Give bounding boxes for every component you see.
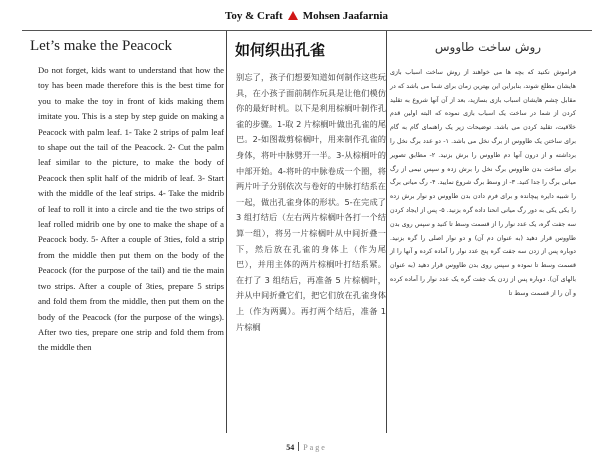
column-divider-right	[386, 31, 387, 433]
page-number: 54	[286, 443, 295, 452]
chinese-column	[229, 32, 386, 335]
page-footer	[0, 442, 613, 452]
column-divider-left	[226, 31, 227, 433]
chinese-body: 别忘了，孩子们想要知道如何制作这些玩具，在小孩子面前制作玩具是让他们模仿你的最好时机。以下是利用棕榈叶制作孔雀的步骤。1-取 2 片棕榈叶做出孔雀的尾巴。2-如图裁剪棕榈叶，用来制作孔雀的身体，将叶中脉劈开一半。3-从棕榈叶的中部开始。4-将叶的中脉卷成一个圈，将两片叶子分别依次与卷好的中脉打结系在一起，做出孔雀身体的形状。5-在完成了 3 组打结后（左右两片棕榈叶各打一个结算一组），将另一片棕榈叶从中间折叠一下，然后放在孔雀的身体上（作为尾巴），并用主体的两片棕榈叶打结系紧。在打了 3 组结后，再准备 5 片棕榈叶，并从中间折叠它们，把它们放在孔雀身体上（作为两翼）。再打两个结后，准备 1 片棕榈	[236, 72, 386, 332]
english-title: Let’s make the Peacock	[30, 38, 173, 54]
english-column	[24, 32, 224, 356]
red-triangle-icon	[288, 11, 298, 20]
persian-column	[388, 32, 588, 301]
persian-title: روش ساخت طاووس	[434, 40, 542, 54]
persian-body: فراموش نکنید که بچه ها می خواهند از روش ساخت اسباب بازی هایشان مطلع شوند، بنابراین این بهترین زمان برای شما می باشد که در مقابل چشم هایشان اسباب بازی بسازید، بعد از آن آنها شروع به تقلید کردن از شما در ساخت یک اسباب بازی نموده که البته اولین قدم خلاقیت، تقلید کردن می باشد. توضیحات زیر یک راهنمای گام به گام برای ساختن یک طاووس از برگ نخل می باشد. ۱- دو عدد برگ نخل را برداشته و از درون آنها دم طاووس را برش بزنید. ۲- مطابق تصویر برای ساخت بدن طاووس برگ نخل را برش زده و سپس نیمی از رگ میانی برگ را جدا کنید. ۳- از وسط برگ شروع نمایید. ۴- رگ میانی برگ را شبیه دایره پیچانده و برای فرم دادن بدن طاووس دو نوار برش زده را یکی یکی به دور رگ میانی انحنا داده گره بزنید. ۵- پس از ایجاد کردن سه جفت گره، یک عدد نوار را از قسمت وسط تا کنید و سپس روی بدن طاووس قرار دهید (به عنوان دم آن) و دو نوار اصلی را گره بزنید. دوباره پس از زدن سه جفت گره پنج عدد نوار را آماده کرده و آنها را از قسمت وسط تا نموده و سپس روی بدن طاووس قرار دهید (به عنوان بالهای آن). دوباره پس از زدن یک جفت گره یک عدد نوار را آماده کرده و آن را از قسمت وسط تا	[390, 69, 577, 297]
english-body: Do not forget, kids want to understand that how the toy has been made therefore this is the best time for you to make the toy in front of kids making them imitate you. This is a step by step guide on making a Peacock with palm leaf. 1- Take 2 strips of palm leaf to shape out the tail of the Peacock. 2- Cut the palm leaf similar to the picture, to make the body of Peacock then split half of the midrib of leaf. 3- Start with the middle of the leaf strips. 4- Take the midrib of leaf to roll it into a circle and tie the two strips of leaf rolled midrib one by one to make the shape of a Peacock body. 5- After a couple of 3ties, fold a strip from the middle then put them on the body of the Peacock (for the purpose of the tail) and tie the main two strips. After a couple of 3ties, prepare 5 strips and fold them from the middle, then put them on the body of the Peacock (for the purpose of the wings). After two ties, prepare one strip and fold them from the middle then	[38, 65, 224, 353]
running-header	[0, 10, 613, 22]
chinese-title: 如何织出孔雀	[235, 41, 326, 59]
footer-separator	[298, 442, 299, 451]
page-label: Page	[303, 443, 327, 452]
header-rule	[22, 30, 592, 31]
header-left: Toy & Craft	[225, 10, 283, 22]
header-right: Mohsen Jaafarnia	[302, 10, 388, 22]
